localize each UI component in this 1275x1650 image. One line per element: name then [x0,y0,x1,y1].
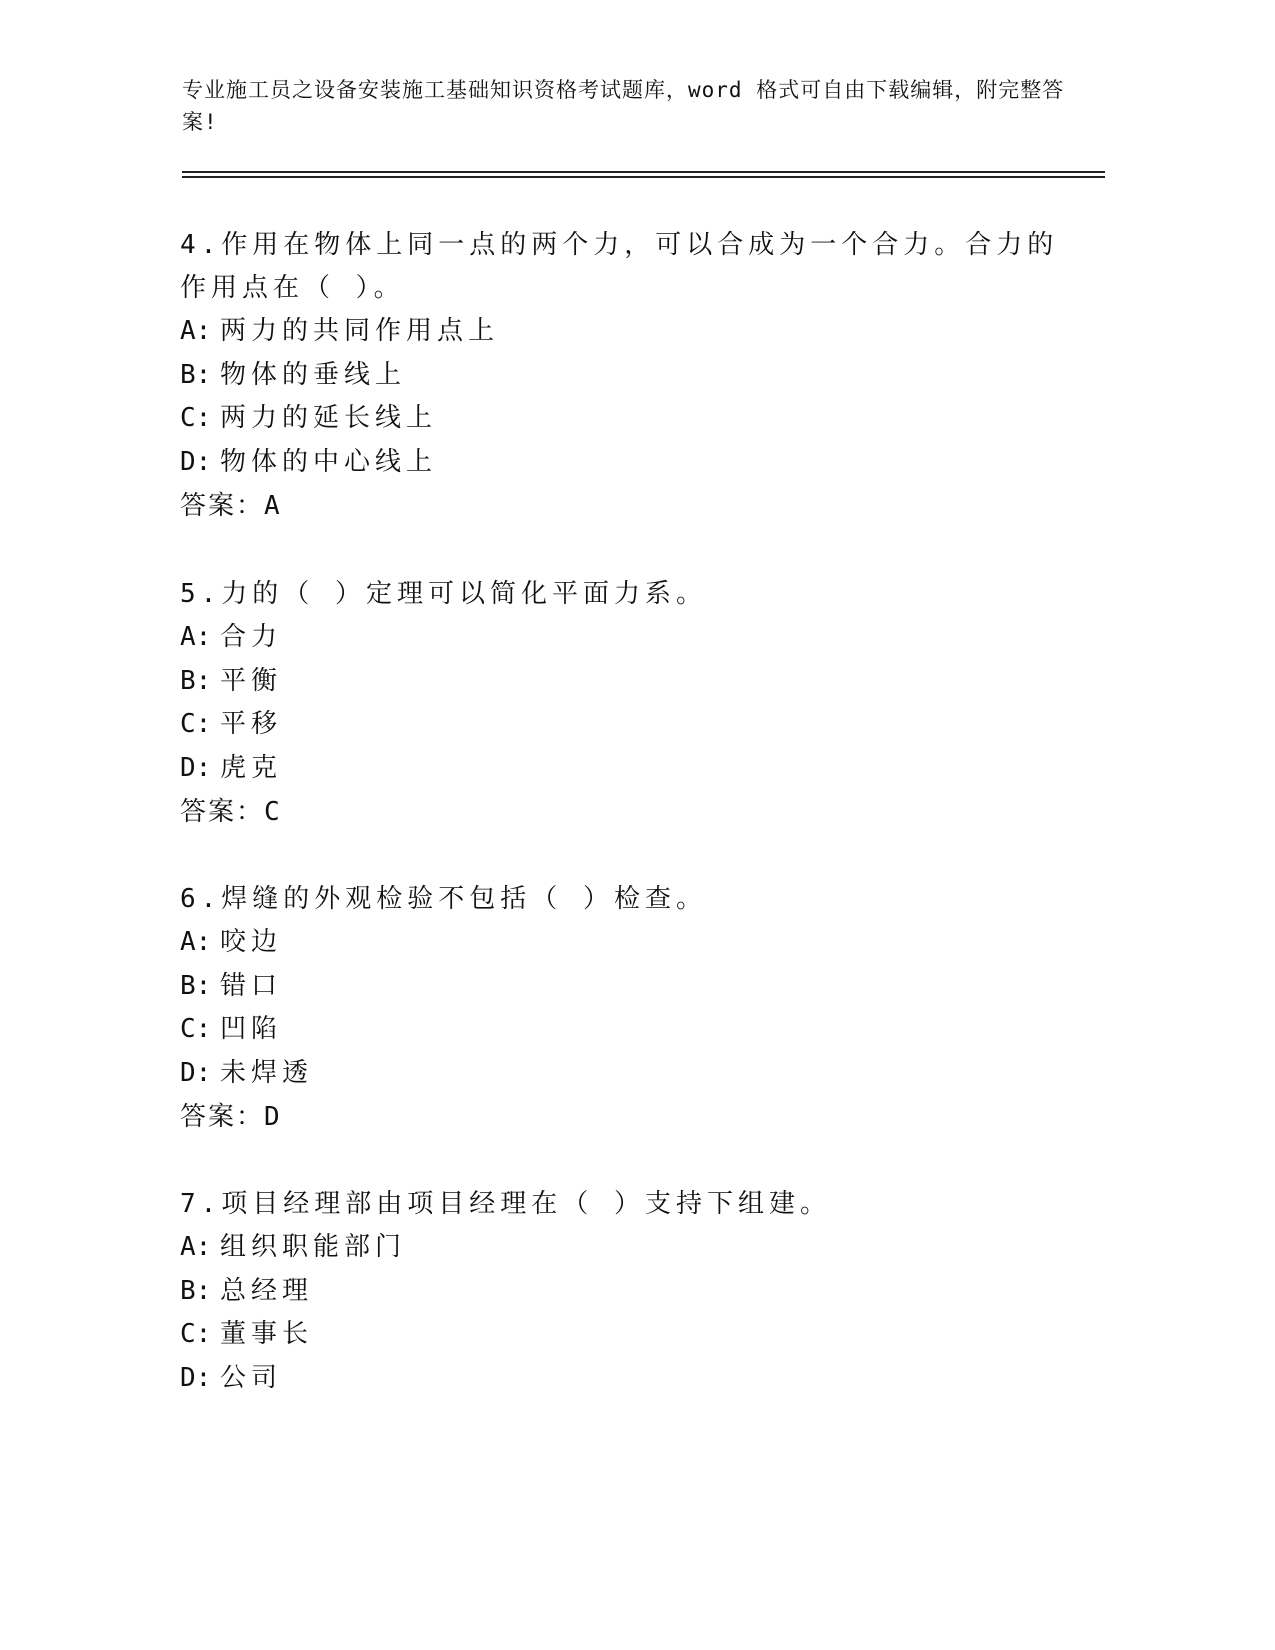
option-text: 错口 [220,970,283,1001]
option-text: 组织职能部门 [220,1232,407,1262]
answer-value: A [264,491,280,521]
option-text: 总经理 [220,1275,314,1306]
question-text: 6.焊缝的外观检验不包括（ ）检查。 [180,884,707,914]
option-text: 平移 [220,709,283,739]
option-letter: A: [180,1232,212,1262]
option-letter: D: [180,446,212,477]
option-letter: A: [180,622,212,652]
option-text: 虎克 [220,752,283,783]
option-text: 咬边 [220,927,283,957]
option-letter: D: [180,1362,212,1393]
option-text: 物体的中心线上 [220,446,438,477]
question-text: 5.力的（ ）定理可以简化平面力系。 [180,579,707,609]
header-divider-top [182,171,1105,173]
answer-line [180,484,1060,528]
option-a [180,1226,1060,1270]
option-text: 未焊透 [220,1057,314,1088]
answer-line [180,790,1060,834]
option-c [180,1008,1060,1052]
option-text: 公司 [220,1362,283,1393]
option-letter: B: [180,970,212,1001]
answer-value: C [264,797,280,827]
option-c [180,703,1060,747]
question-7 [180,1183,1060,1400]
option-c [180,397,1060,441]
option-text: 董事长 [220,1319,314,1349]
option-letter: D: [180,1057,212,1088]
option-letter: C: [180,1014,212,1044]
option-text: 两力的延长线上 [220,403,438,433]
answer-label: 答案： [180,491,265,521]
header-divider-bottom [182,176,1105,178]
option-letter: C: [180,403,212,433]
option-b [180,660,1060,704]
option-letter: A: [180,316,212,346]
answer-value: D [264,1102,280,1132]
answer-line [180,1095,1060,1139]
option-letter: B: [180,665,212,696]
option-text: 物体的垂线上 [220,359,407,390]
option-b [180,1270,1060,1314]
option-d [180,1357,1060,1401]
option-letter: C: [180,1319,212,1349]
option-text: 合力 [220,622,283,652]
option-letter: C: [180,709,212,739]
option-letter: B: [180,1275,212,1306]
question-text: 7.项目经理部由项目经理在（ ）支持下组建。 [180,1189,831,1219]
option-letter: B: [180,359,212,390]
option-c [180,1313,1060,1357]
option-text: 平衡 [220,665,283,696]
option-b [180,354,1060,398]
answer-label: 答案： [180,1102,265,1132]
question-4 [180,224,1060,528]
document-header: 专业施工员之设备安装施工基础知识资格考试题库，word 格式可自由下载编辑，附完整答案! [182,78,1065,134]
option-d [180,441,1060,485]
answer-label: 答案： [180,797,265,827]
option-text: 两力的共同作用点上 [220,316,500,346]
option-d [180,747,1060,791]
option-a [180,310,1060,354]
question-6 [180,878,1060,1139]
option-letter: A: [180,927,212,957]
option-d [180,1052,1060,1096]
option-a [180,921,1060,965]
question-text: 4.作用在物体上同一点的两个力，可以合成为一个合力。合力的作用点在（ ）。 [180,230,1059,303]
option-b [180,965,1060,1009]
option-letter: D: [180,752,212,783]
option-a [180,616,1060,660]
option-text: 凹陷 [220,1014,283,1044]
question-5 [180,573,1060,834]
